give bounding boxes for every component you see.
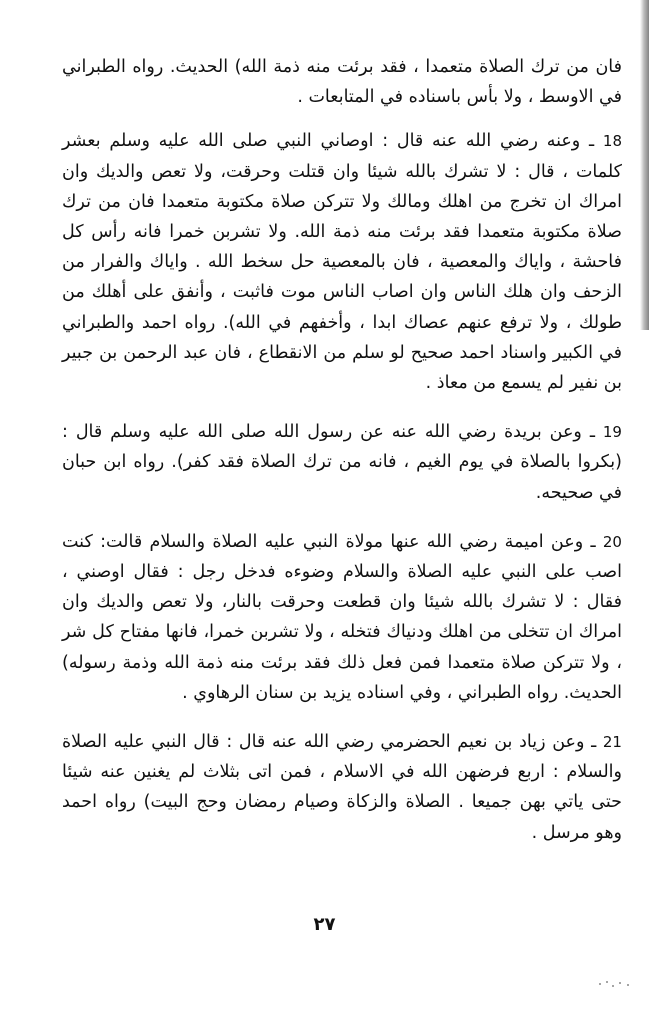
entry-number: 18 xyxy=(602,132,622,151)
continuation-text: فان من ترك الصلاة متعمدا ، فقد برئت منه ذمة الله) الحديث. رواه الطبراني في الاوسط ، ولا بأس باسناده في المتابعات . xyxy=(62,57,622,108)
scan-noise xyxy=(597,978,637,990)
hadith-entry-18 xyxy=(62,126,622,398)
entry-number: 20 xyxy=(602,532,622,551)
entry-number: 19 xyxy=(602,423,622,442)
entry-text: ـ وعن بريدة رضي الله عنه عن رسول الله صلى الله عليه وسلم قال : (بكروا بالصلاة في يوم الغيم ، فانه من ترك الصلاة فقد كفر). رواه ابن حبان في صحيحه. xyxy=(62,422,622,503)
entry-number: 21 xyxy=(602,733,622,752)
page-number: ٢٧ xyxy=(313,914,336,935)
page-body xyxy=(62,52,622,867)
hadith-entry-20 xyxy=(62,527,622,708)
hadith-entry-19 xyxy=(62,417,622,508)
hadith-entry-21 xyxy=(62,727,622,848)
entry-text: ـ وعن زياد بن نعيم الحضرمي رضي الله عنه قال : قال النبي عليه الصلاة والسلام : اربع فرضهن الله في الاسلام ، فمن اتى بثلاث لم يغنين عنه شيئا حتى ياتي بهن جميعا . الصلاة والزكاة وصيام رمضان وحج البيت) رواه احمد وهو مرسل . xyxy=(62,732,622,843)
continuation-paragraph xyxy=(62,52,622,112)
scan-shadow-edge xyxy=(640,0,649,330)
entry-text: ـ وعن اميمة رضي الله عنها مولاة النبي عليه الصلاة والسلام قالت: كنت اصب على النبي عليه الصلاة والسلام وضوءه فدخل رجل : فقال اوصني ، فقال : لا تشرك بالله شيئا وان قطعت وحرقت بالنار، ولا تعص والديك وان امراك ان تتخلى من اهلك ودنياك فتخله ، ولا تشربن خمرا، فانها مفتاح كل شر ، ولا تتركن صلاة متعمدا فمن فعل ذلك فقد برئت منه ذمة الله وذمة رسوله) الحديث. رواه الطبراني ، وفي اسناده يزيد بن سنان الرهاوي . xyxy=(62,531,622,703)
entry-text: ـ وعنه رضي الله عنه قال : اوصاني النبي صلى الله عليه وسلم بعشر كلمات ، قال : لا تشرك بالله شيئا وان قتلت وحرقت، ولا تعص والديك وان امراك ان تخرج من اهلك ومالك ولا تتركن صلاة مكتوبة متعمدا فان من ترك صلاة مكتوبة متعمدا فقد برئت منه ذمة الله. ولا تشربن خمرا فانه رأس كل فاحشة ، واياك والمعصية ، فان بالمعصية حل سخط الله . واياك والفرار من الزحف وان هلك الناس وان اصاب الناس موت فاثبت ، وأنفق على أهلك من طولك ، ولا ترفع عنهم عصاك ابدا ، وأخفهم في الله). رواه احمد والطبراني في الكبير واسناد احمد صحيح لو سلم من الانقطاع ، فان عبد الرحمن بن جبير بن نفير لم يسمع من معاذ . xyxy=(62,131,622,394)
